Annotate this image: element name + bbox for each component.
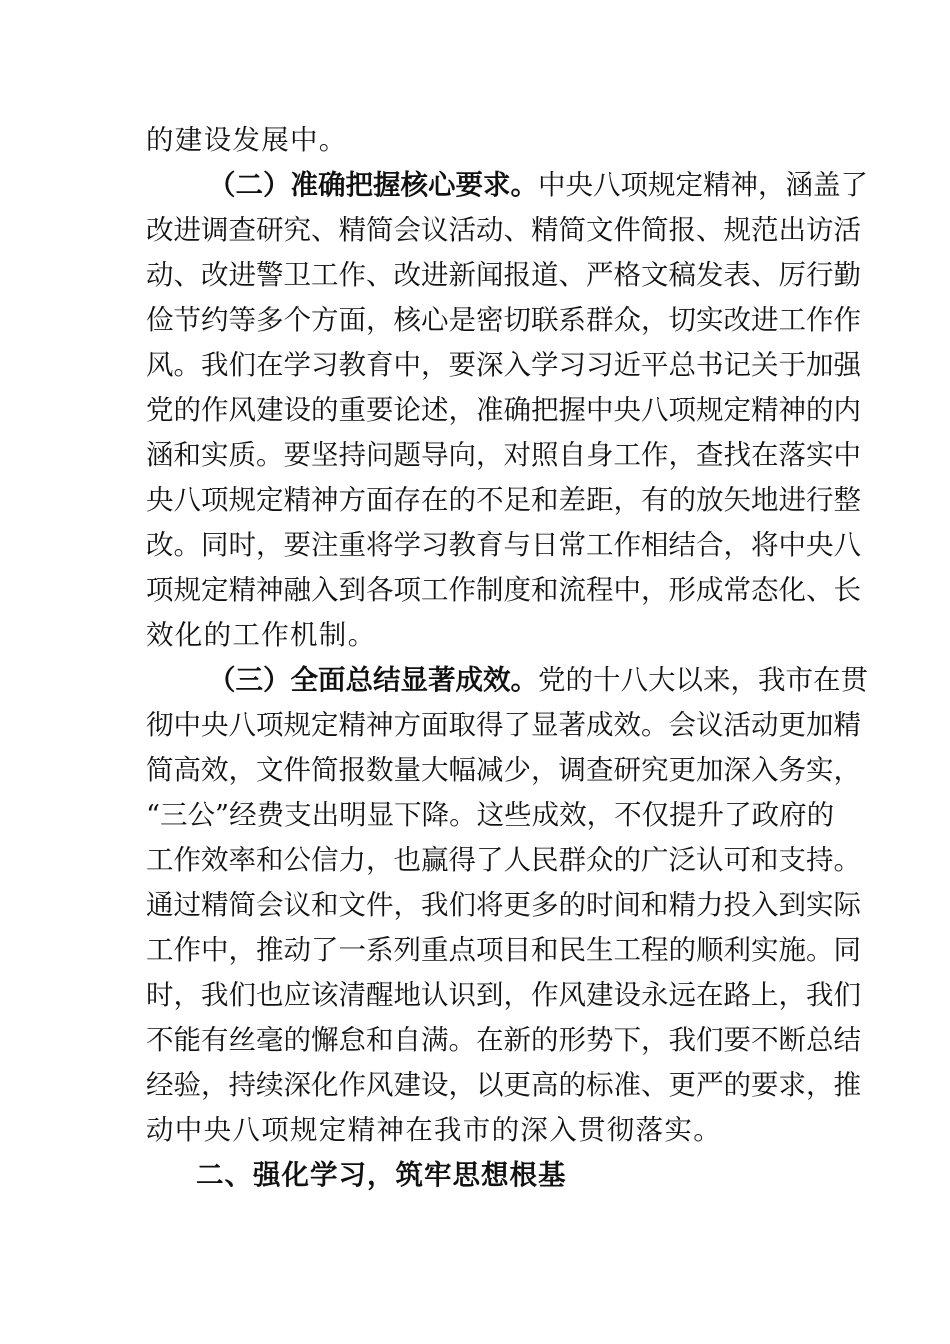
paragraph-lead-heading: （二）准确把握核心要求。 (208, 169, 538, 201)
section-heading: 二、强化学习，筑牢思想根基 (196, 1159, 567, 1191)
paragraph-line: 改。同时，要注重将学习教育与日常工作相结合，将中央八 (146, 529, 861, 561)
paragraph-line: 工作效率和公信力，也赢得了人民群众的广泛认可和支持。 (146, 844, 861, 876)
paragraph-lead-text: 党的十八大以来，我市在贯 (538, 664, 868, 696)
paragraph-line: 央八项规定精神方面存在的不足和差距，有的放矢地进行整 (146, 484, 861, 516)
paragraph-line: 效化的工作机制。 (146, 619, 377, 651)
paragraph-line: 项规定精神融入到各项工作制度和流程中，形成常态化、长 (146, 574, 861, 606)
paragraph-line: 的建设发展中。 (146, 124, 348, 156)
paragraph-line: 工作中，推动了一系列重点项目和民生工程的顺利实施。同 (146, 934, 861, 966)
paragraph-line: “三公”经费支出明显下降。这些成效，不仅提升了政府的 (146, 799, 835, 831)
paragraph-line: 不能有丝毫的懈怠和自满。在新的形势下，我们要不断总结 (146, 1024, 861, 1056)
paragraph-line: 动中央八项规定精神在我市的深入贯彻落实。 (146, 1114, 722, 1146)
paragraph-line: 动、改进警卫工作、改进新闻报道、严格文稿发表、厉行勤 (146, 259, 861, 291)
paragraph-line: 彻中央八项规定精神方面取得了显著成效。会议活动更加精 (146, 709, 861, 741)
paragraph-lead-line (208, 658, 868, 702)
paragraph-lead-line (208, 163, 868, 207)
paragraph-line: 时，我们也应该清醒地认识到，作风建设永远在路上，我们 (146, 979, 861, 1011)
paragraph-line: 经验，持续深化作风建设，以更高的标准、更严的要求，推 (146, 1069, 861, 1101)
paragraph-lead-text: 中央八项规定精神，涵盖了 (538, 169, 868, 201)
paragraph-line: 风。我们在学习教育中，要深入学习习近平总书记关于加强 (146, 349, 861, 381)
paragraph-line: 俭节约等多个方面，核心是密切联系群众，切实改进工作作 (146, 304, 861, 336)
paragraph-line: 通过精简会议和文件，我们将更多的时间和精力投入到实际 (146, 889, 861, 921)
paragraph-line: 改进调查研究、精简会议活动、精简文件简报、规范出访活 (146, 214, 861, 246)
paragraph-line: 党的作风建设的重要论述，准确把握中央八项规定精神的内 (146, 394, 861, 426)
paragraph-line: 简高效，文件简报数量大幅减少，调查研究更加深入务实， (146, 754, 861, 786)
paragraph-line: 涵和实质。要坚持问题导向，对照自身工作，查找在落实中 (146, 439, 861, 471)
paragraph-lead-heading: （三）全面总结显著成效。 (208, 664, 538, 696)
